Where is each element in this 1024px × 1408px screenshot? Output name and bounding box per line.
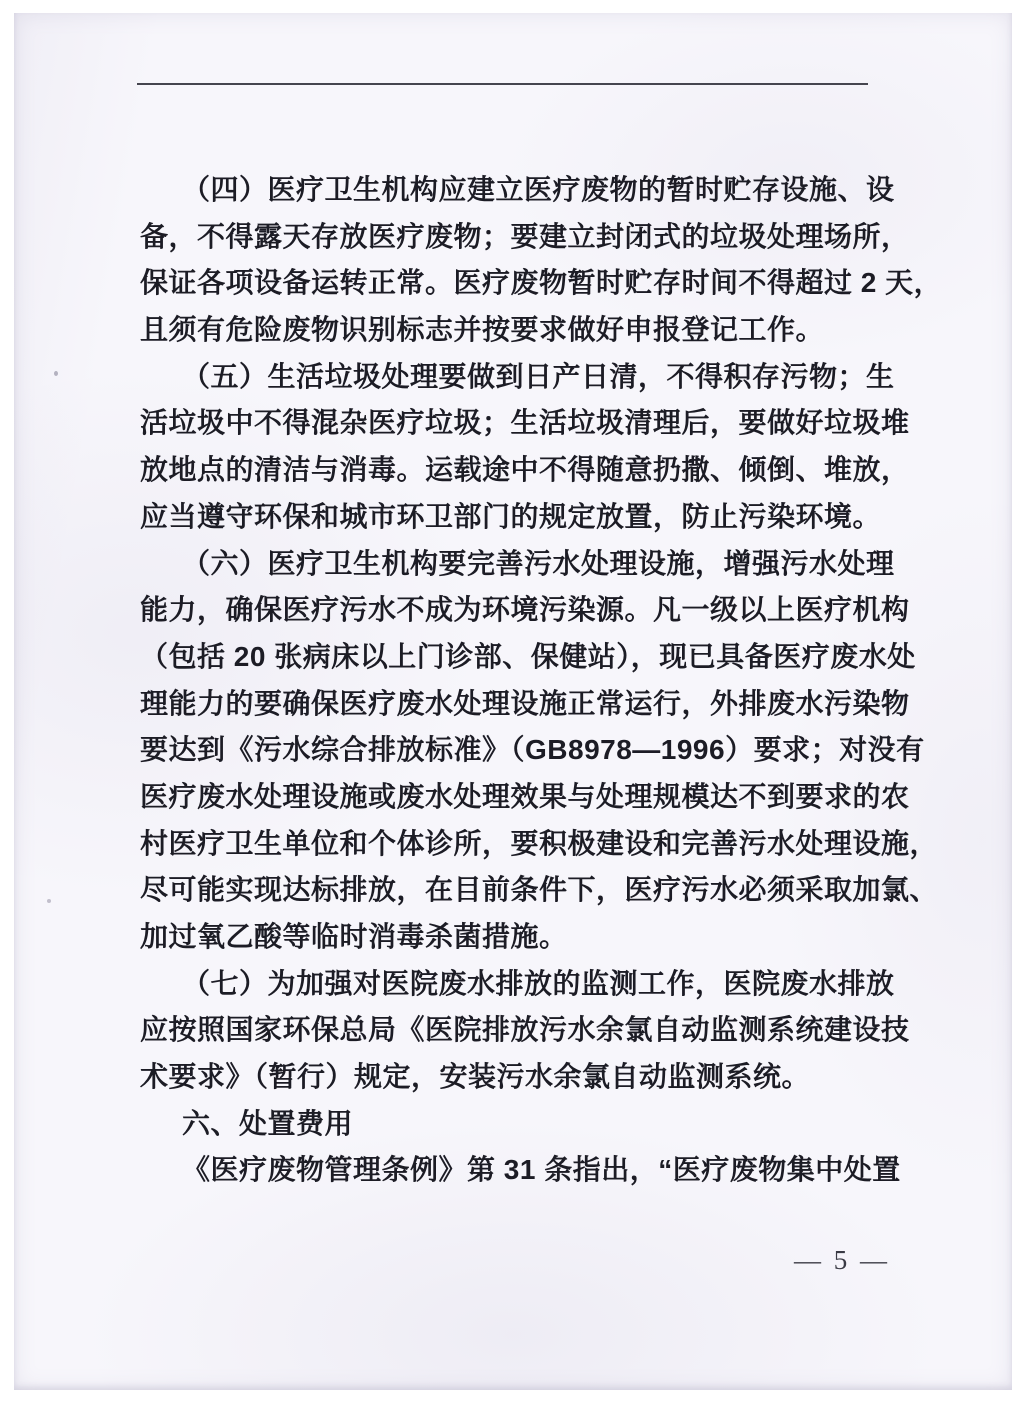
scan-speck xyxy=(54,371,58,376)
text-line: （包括 20 张病床以上门诊部、保健站），现已具备医疗废水处 xyxy=(140,640,916,672)
body-text xyxy=(140,167,943,1194)
text-line: 应当遵守环保和城市环卫部门的规定放置，防止污染环境。 xyxy=(140,500,882,532)
section-heading: 六、处置费用 xyxy=(182,1107,354,1139)
text-line: 村医疗卫生单位和个体诊所，要积极建设和完善污水处理设施， xyxy=(140,827,939,859)
text-line: 《医疗废物管理条例》第 31 条指出，“医疗废物集中处置 xyxy=(182,1154,901,1186)
header-rule xyxy=(137,83,868,85)
text-line: （六）医疗卫生机构要完善污水处理设施，增强污水处理 xyxy=(182,547,895,579)
text-line: 术要求》（暂行）规定，安装污水余氯自动监测系统。 xyxy=(140,1061,811,1093)
text-line: 保证各项设备运转正常。医疗废物暂时贮存时间不得超过 2 天， xyxy=(140,267,943,299)
text-line: 加过氧乙酸等临时消毒杀菌措施。 xyxy=(140,921,568,952)
text-line: 医疗废水处理设施或废水处理效果与处理规模达不到要求的农 xyxy=(140,780,910,812)
text-line: 备，不得露天存放医疗废物；要建立封闭式的垃圾处理场所， xyxy=(140,220,910,252)
text-line: 尽可能实现达标排放，在目前条件下，医疗污水必须采取加氯、 xyxy=(140,874,939,906)
text-line: 应按照国家环保总局《医院排放污水余氯自动监测系统建设技 xyxy=(140,1014,910,1046)
page-number: — 5 — xyxy=(794,1245,890,1275)
text-line: （七）为加强对医院废水排放的监测工作，医院废水排放 xyxy=(182,967,895,999)
text-line: 能力，确保医疗污水不成为环境污染源。凡一级以上医疗机构 xyxy=(140,594,910,626)
text-line: 要达到《污水综合排放标准》（GB8978—1996）要求；对没有 xyxy=(140,734,925,766)
text-line: 且须有危险废物识别标志并按要求做好申报登记工作。 xyxy=(140,314,825,346)
text-line: 活垃圾中不得混杂医疗垃圾；生活垃圾清理后，要做好垃圾堆 xyxy=(140,407,910,439)
text-line: （四）医疗卫生机构应建立医疗废物的暂时贮存设施、设 xyxy=(182,174,895,205)
text-line: （五）生活垃圾处理要做到日产日清，不得积存污物；生 xyxy=(182,360,895,392)
scan-speck xyxy=(47,899,51,903)
document-page xyxy=(14,13,1012,1390)
text-line: 理能力的要确保医疗废水处理设施正常运行，外排废水污染物 xyxy=(140,687,910,719)
text-line: 放地点的清洁与消毒。运载途中不得随意扔撒、倾倒、堆放， xyxy=(140,454,910,486)
